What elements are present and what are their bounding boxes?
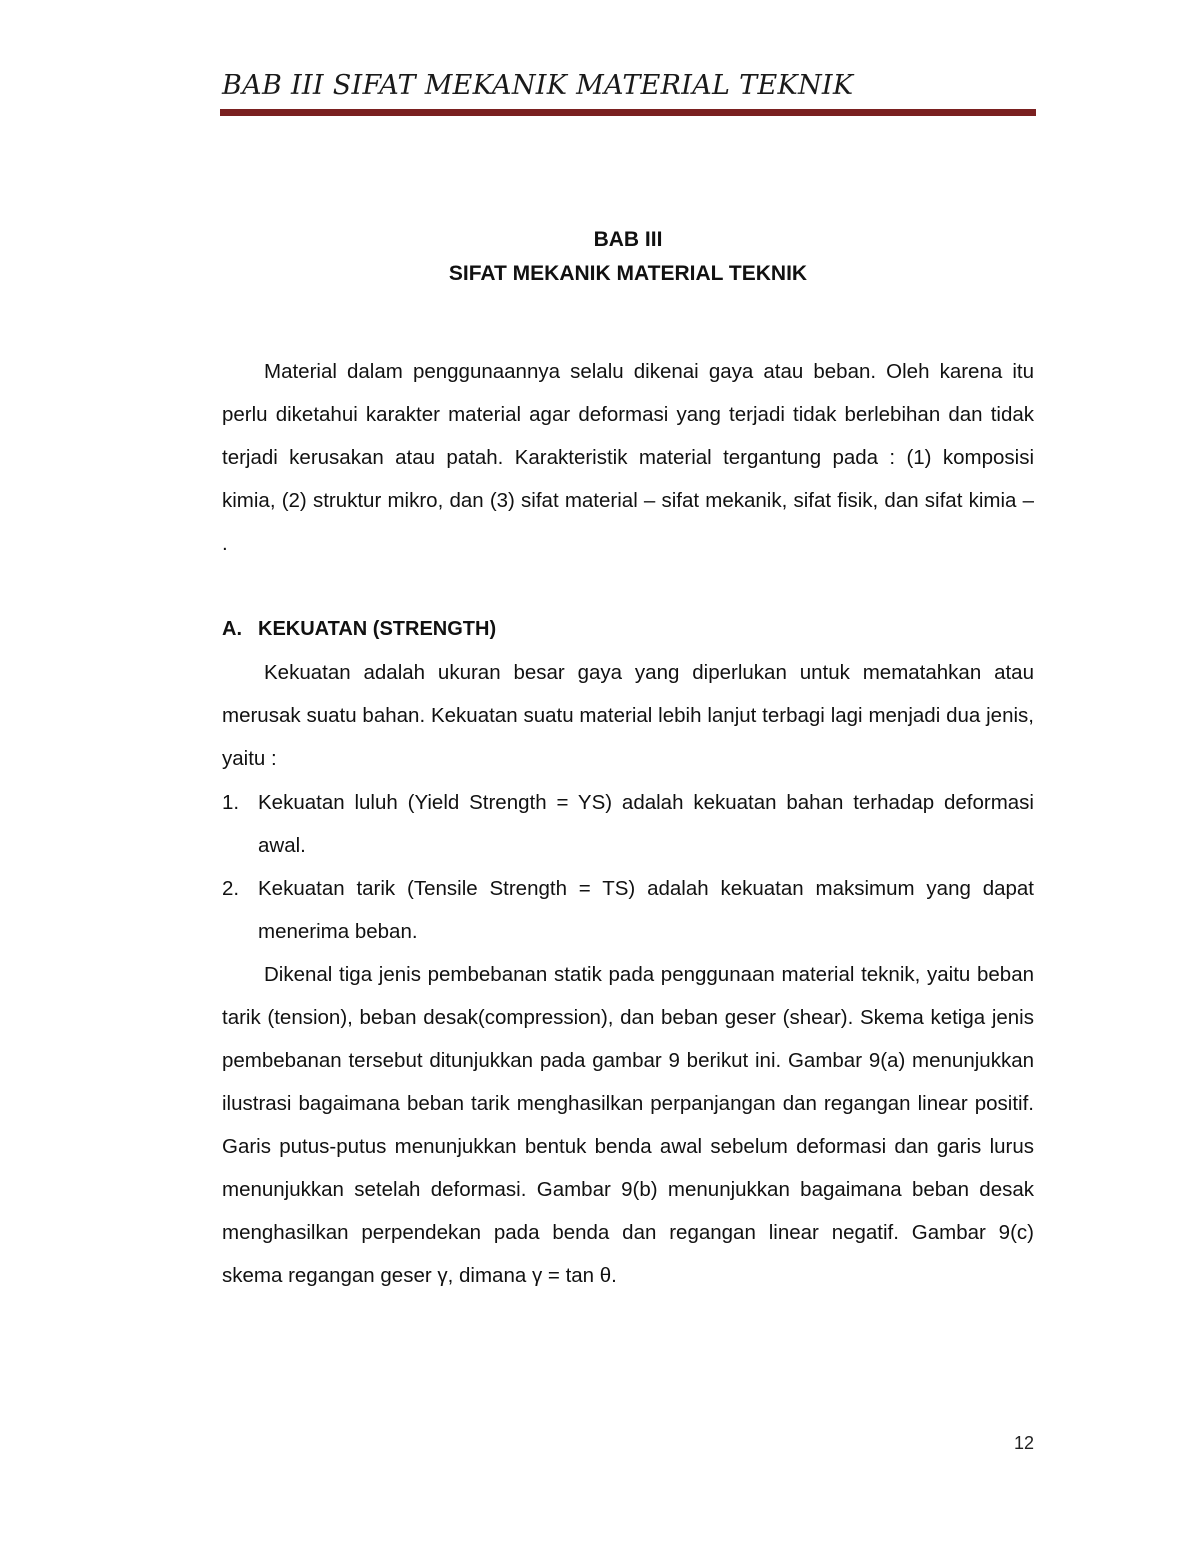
- kekuatan-paragraph: Kekuatan adalah ukuran besar gaya yang diperlukan untuk mematahkan atau merusak suatu bahan. Kekuatan suatu material lebih lanjut terbagi lagi menjadi dua jenis, yaitu :: [222, 661, 1034, 770]
- running-header: BAB III SIFAT MEKANIK MATERIAL TEKNIK: [222, 70, 854, 101]
- chapter-title: SIFAT MEKANIK MATERIAL TEKNIK: [448, 262, 808, 285]
- intro-paragraph: Material dalam penggunaannya selalu dikenai gaya atau beban. Oleh karena itu perlu diketahui karakter material agar deformasi yang terjadi tidak berlebihan dan tidak terjadi kerusakan atau patah. Karakteristik material tergantung pada : (1) komposisi kimia, (2) struktur mikro, dan (3) sifat material – sifat mekanik, sifat fisik, dan sifat kimia – .: [222, 360, 1034, 555]
- list-item-number: 2.: [222, 877, 240, 900]
- list-item-text: Kekuatan tarik (Tensile Strength = TS) adalah kekuatan maksimum yang dapat menerima beban.: [258, 877, 1034, 943]
- list-item-number: 1.: [222, 791, 240, 814]
- chapter-label: BAB III: [593, 228, 663, 251]
- loading-types-paragraph: Dikenal tiga jenis pembebanan statik pada penggunaan material teknik, yaitu beban tarik (tension), beban desak(compression), dan beban geser (shear). Skema ketiga jenis pembebanan tersebut ditunjukkan pada gambar 9 berikut ini. Gambar 9(a) menunjukkan ilustrasi bagaimana beban tarik menghasilkan perpanjangan dan regangan linear positif. Garis putus-putus menunjukkan bentuk benda awal sebelum deformasi dan garis lurus menunjukkan setelah deformasi. Gambar 9(b) menunjukkan bagaimana beban desak menghasilkan perpendekan pada benda dan regangan linear negatif. Gambar 9(c) skema regangan geser γ, dimana γ = tan θ.: [222, 963, 1034, 1287]
- section-heading-text: KEKUATAN (STRENGTH): [258, 618, 497, 640]
- list-item-text: Kekuatan luluh (Yield Strength = YS) adalah kekuatan bahan terhadap deformasi awal.: [258, 791, 1034, 857]
- list-item: [222, 781, 1034, 867]
- strength-types-list: [222, 781, 1034, 953]
- page-number: 12: [1013, 1433, 1034, 1453]
- section-heading-kekuatan: [222, 608, 1034, 651]
- section-marker: A.: [222, 618, 242, 640]
- header-rule: [220, 109, 1036, 116]
- list-item: [222, 867, 1034, 953]
